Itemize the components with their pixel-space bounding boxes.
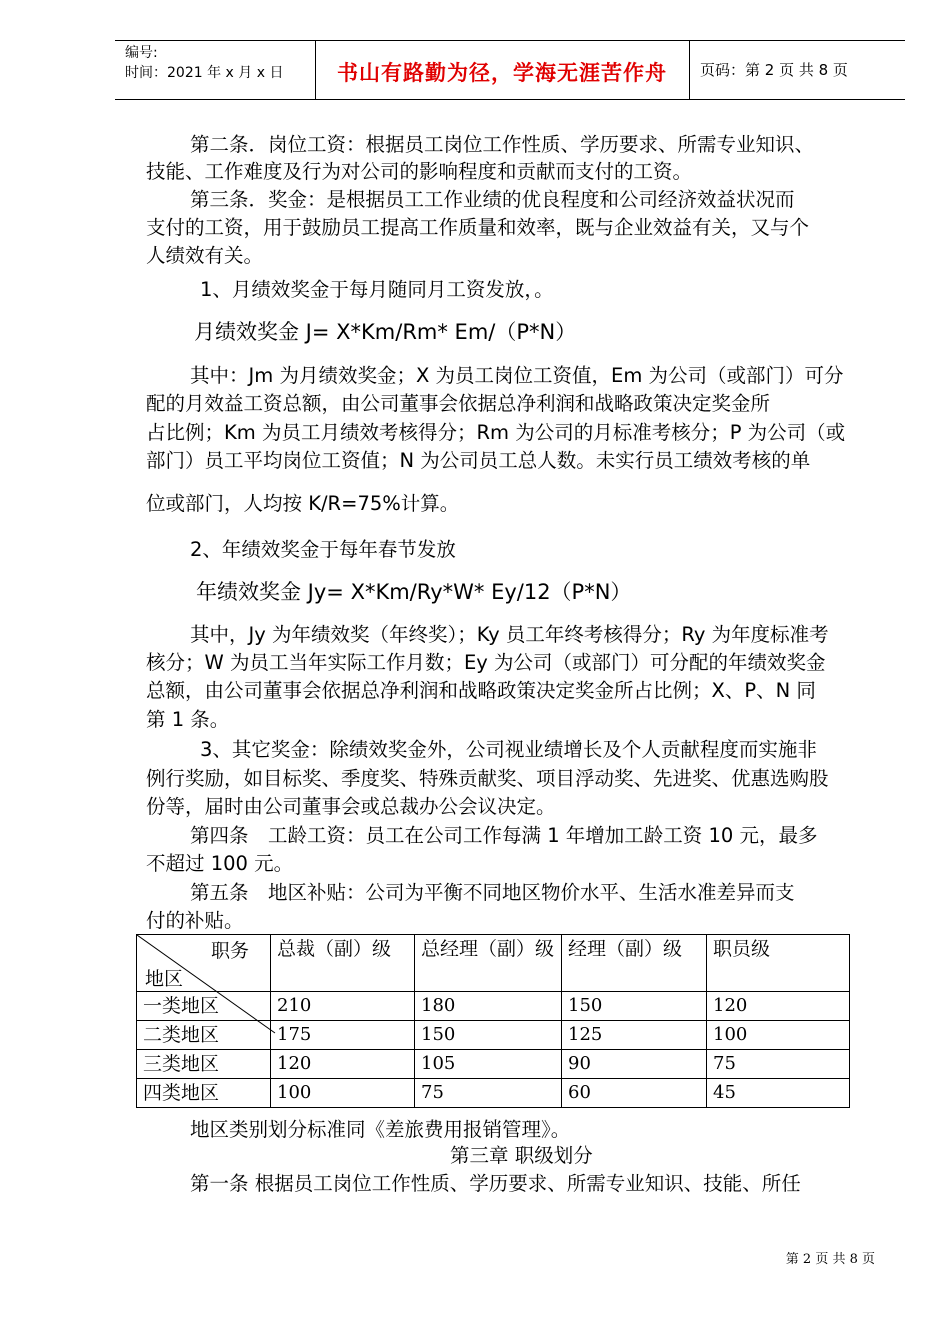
region-cell: 二类地区: [137, 1021, 271, 1050]
monthly-note-line-5: 位或部门，人均按 K/R=75%计算。: [146, 492, 460, 515]
value-cell: 210: [271, 992, 415, 1021]
value-cell: 150: [415, 1021, 562, 1050]
annual-note-line-2: 核分；W 为员工当年实际工作月数；Ey 为公司（或部门）可分配的年绩效奖金: [146, 651, 826, 674]
monthly-note-line-3: 占比例；Km 为员工月绩效考核得分；Rm 为公司的月标准考核分；P 为公司（或: [146, 421, 846, 444]
article-3-line-1: 第三条．奖金：是根据员工工作业绩的优良程度和公司经济效益状况而: [190, 188, 795, 211]
article-4-line-1: 第四条 工龄工资：员工在公司工作每满 1 年增加工龄工资 10 元，最多: [190, 824, 818, 847]
monthly-note-line-1: 其中：Jm 为月绩效奖金；X 为员工岗位工资值，Em 为公司（或部门）可分: [190, 364, 844, 387]
annual-bonus-formula: 年绩效奖金 Jy= X*Km/Ry*W* Ey/12（P*N）: [196, 580, 632, 604]
region-note: 地区类别划分标准同《差旅费用报销管理》。: [190, 1118, 571, 1141]
column-header: 总裁（副）级: [271, 935, 415, 992]
article-4-line-2: 不超过 100 元。: [146, 852, 294, 875]
value-cell: 100: [707, 1021, 850, 1050]
table-header-row: [137, 935, 850, 992]
header-meta: [125, 43, 283, 83]
article-2-line-1: 第二条．岗位工资：根据员工岗位工作性质、学历要求、所需专业知识、: [190, 133, 815, 156]
diagonal-line: [137, 935, 283, 1053]
region-cell: 三类地区: [137, 1050, 271, 1079]
header-divider: [689, 40, 690, 100]
value-cell: 175: [271, 1021, 415, 1050]
time-label: 时间：2021 年 x 月 x 日: [125, 65, 284, 81]
value-cell: 75: [707, 1050, 850, 1079]
header-page-number: 页码：第 2 页 共 8 页: [700, 61, 848, 79]
corner-bottom-label: 地区: [145, 968, 184, 990]
value-cell: 150: [562, 992, 707, 1021]
value-cell: 90: [562, 1050, 707, 1079]
page-footer: 第 2 页 共 8 页: [785, 1252, 875, 1267]
table-corner-cell: [137, 935, 271, 992]
value-cell: 45: [707, 1079, 850, 1108]
other-bonus-line-1: 3、其它奖金：除绩效奖金外，公司视业绩增长及个人贡献程度而实施非: [200, 738, 817, 761]
annual-note-line-1: 其中，Jy 为年绩效奖（年终奖）；Ky 员工年终考核得分；Ry 为年度标准考: [190, 623, 829, 646]
corner-top-label: 职务: [211, 940, 250, 962]
value-cell: 125: [562, 1021, 707, 1050]
column-header: [415, 935, 562, 992]
value-cell: 60: [562, 1079, 707, 1108]
chapter-heading: 第三章 职级划分: [450, 1144, 593, 1167]
value-cell: 105: [415, 1050, 562, 1079]
regional-allowance-table: [136, 934, 850, 1108]
value-cell: 120: [707, 992, 850, 1021]
chapter-3-article-1-line-1: 第一条 根据员工岗位工作性质、学历要求、所需专业知识、技能、所任: [190, 1172, 801, 1195]
article-5-line-1: 第五条 地区补贴：公司为平衡不同地区物价水平、生活水准差异而支: [190, 881, 795, 904]
monthly-note-line-2: 配的月效益工资总额，由公司董事会依据总净利润和战略政策决定奖金所: [146, 392, 771, 415]
region-cell: 一类地区: [137, 992, 271, 1021]
column-header: 经理（副）级: [562, 935, 707, 992]
monthly-bonus-item: 1、月绩效奖金于每月随同月工资发放，。: [200, 278, 554, 301]
other-bonus-line-2: 例行奖励，如目标奖、季度奖、特殊贡献奖、项目浮动奖、先进奖、优惠选购股: [146, 767, 829, 790]
annual-note-line-3: 总额，由公司董事会依据总净利润和战略政策决定奖金所占比例；X、P、N 同: [146, 679, 816, 702]
article-5-line-2: 付的补贴。: [146, 909, 244, 932]
region-cell: 四类地区: [137, 1079, 271, 1108]
value-cell: 120: [271, 1050, 415, 1079]
id-label: 编号:: [125, 45, 158, 61]
header-bottom-rule: [115, 99, 905, 100]
monthly-note-line-4: 部门）员工平均岗位工资值；N 为公司员工总人数。未实行员工绩效考核的单: [146, 449, 811, 472]
value-cell: 100: [271, 1079, 415, 1108]
other-bonus-line-3: 份等，届时由公司董事会或总裁办公会议决定。: [146, 795, 556, 818]
column-header: 职员级: [707, 935, 850, 992]
article-3-line-2: 支付的工资，用于鼓励员工提高工作质量和效率，既与企业效益有关，又与个: [146, 216, 810, 239]
table-row: [137, 1079, 850, 1108]
header-motto: 书山有路勤为径，学海无涯苦作舟: [337, 61, 667, 85]
article-2-line-2: 技能、工作难度及行为对公司的影响程度和贡献而支付的工资。: [146, 160, 693, 183]
page-header: [115, 40, 905, 100]
table-row: [137, 1050, 850, 1079]
header-top-rule: [115, 40, 905, 41]
annual-note-line-4: 第 1 条。: [146, 708, 230, 731]
value-cell: 75: [415, 1079, 562, 1108]
article-3-line-3: 人绩效有关。: [146, 244, 264, 267]
value-cell: 180: [415, 992, 562, 1021]
monthly-bonus-formula: 月绩效奖金 J= X*Km/Rm* Em/（P*N）: [194, 320, 577, 344]
annual-bonus-item: 2、年绩效奖金于每年春节发放: [190, 538, 456, 561]
column-header-text: 总经理（副）级: [421, 938, 555, 960]
